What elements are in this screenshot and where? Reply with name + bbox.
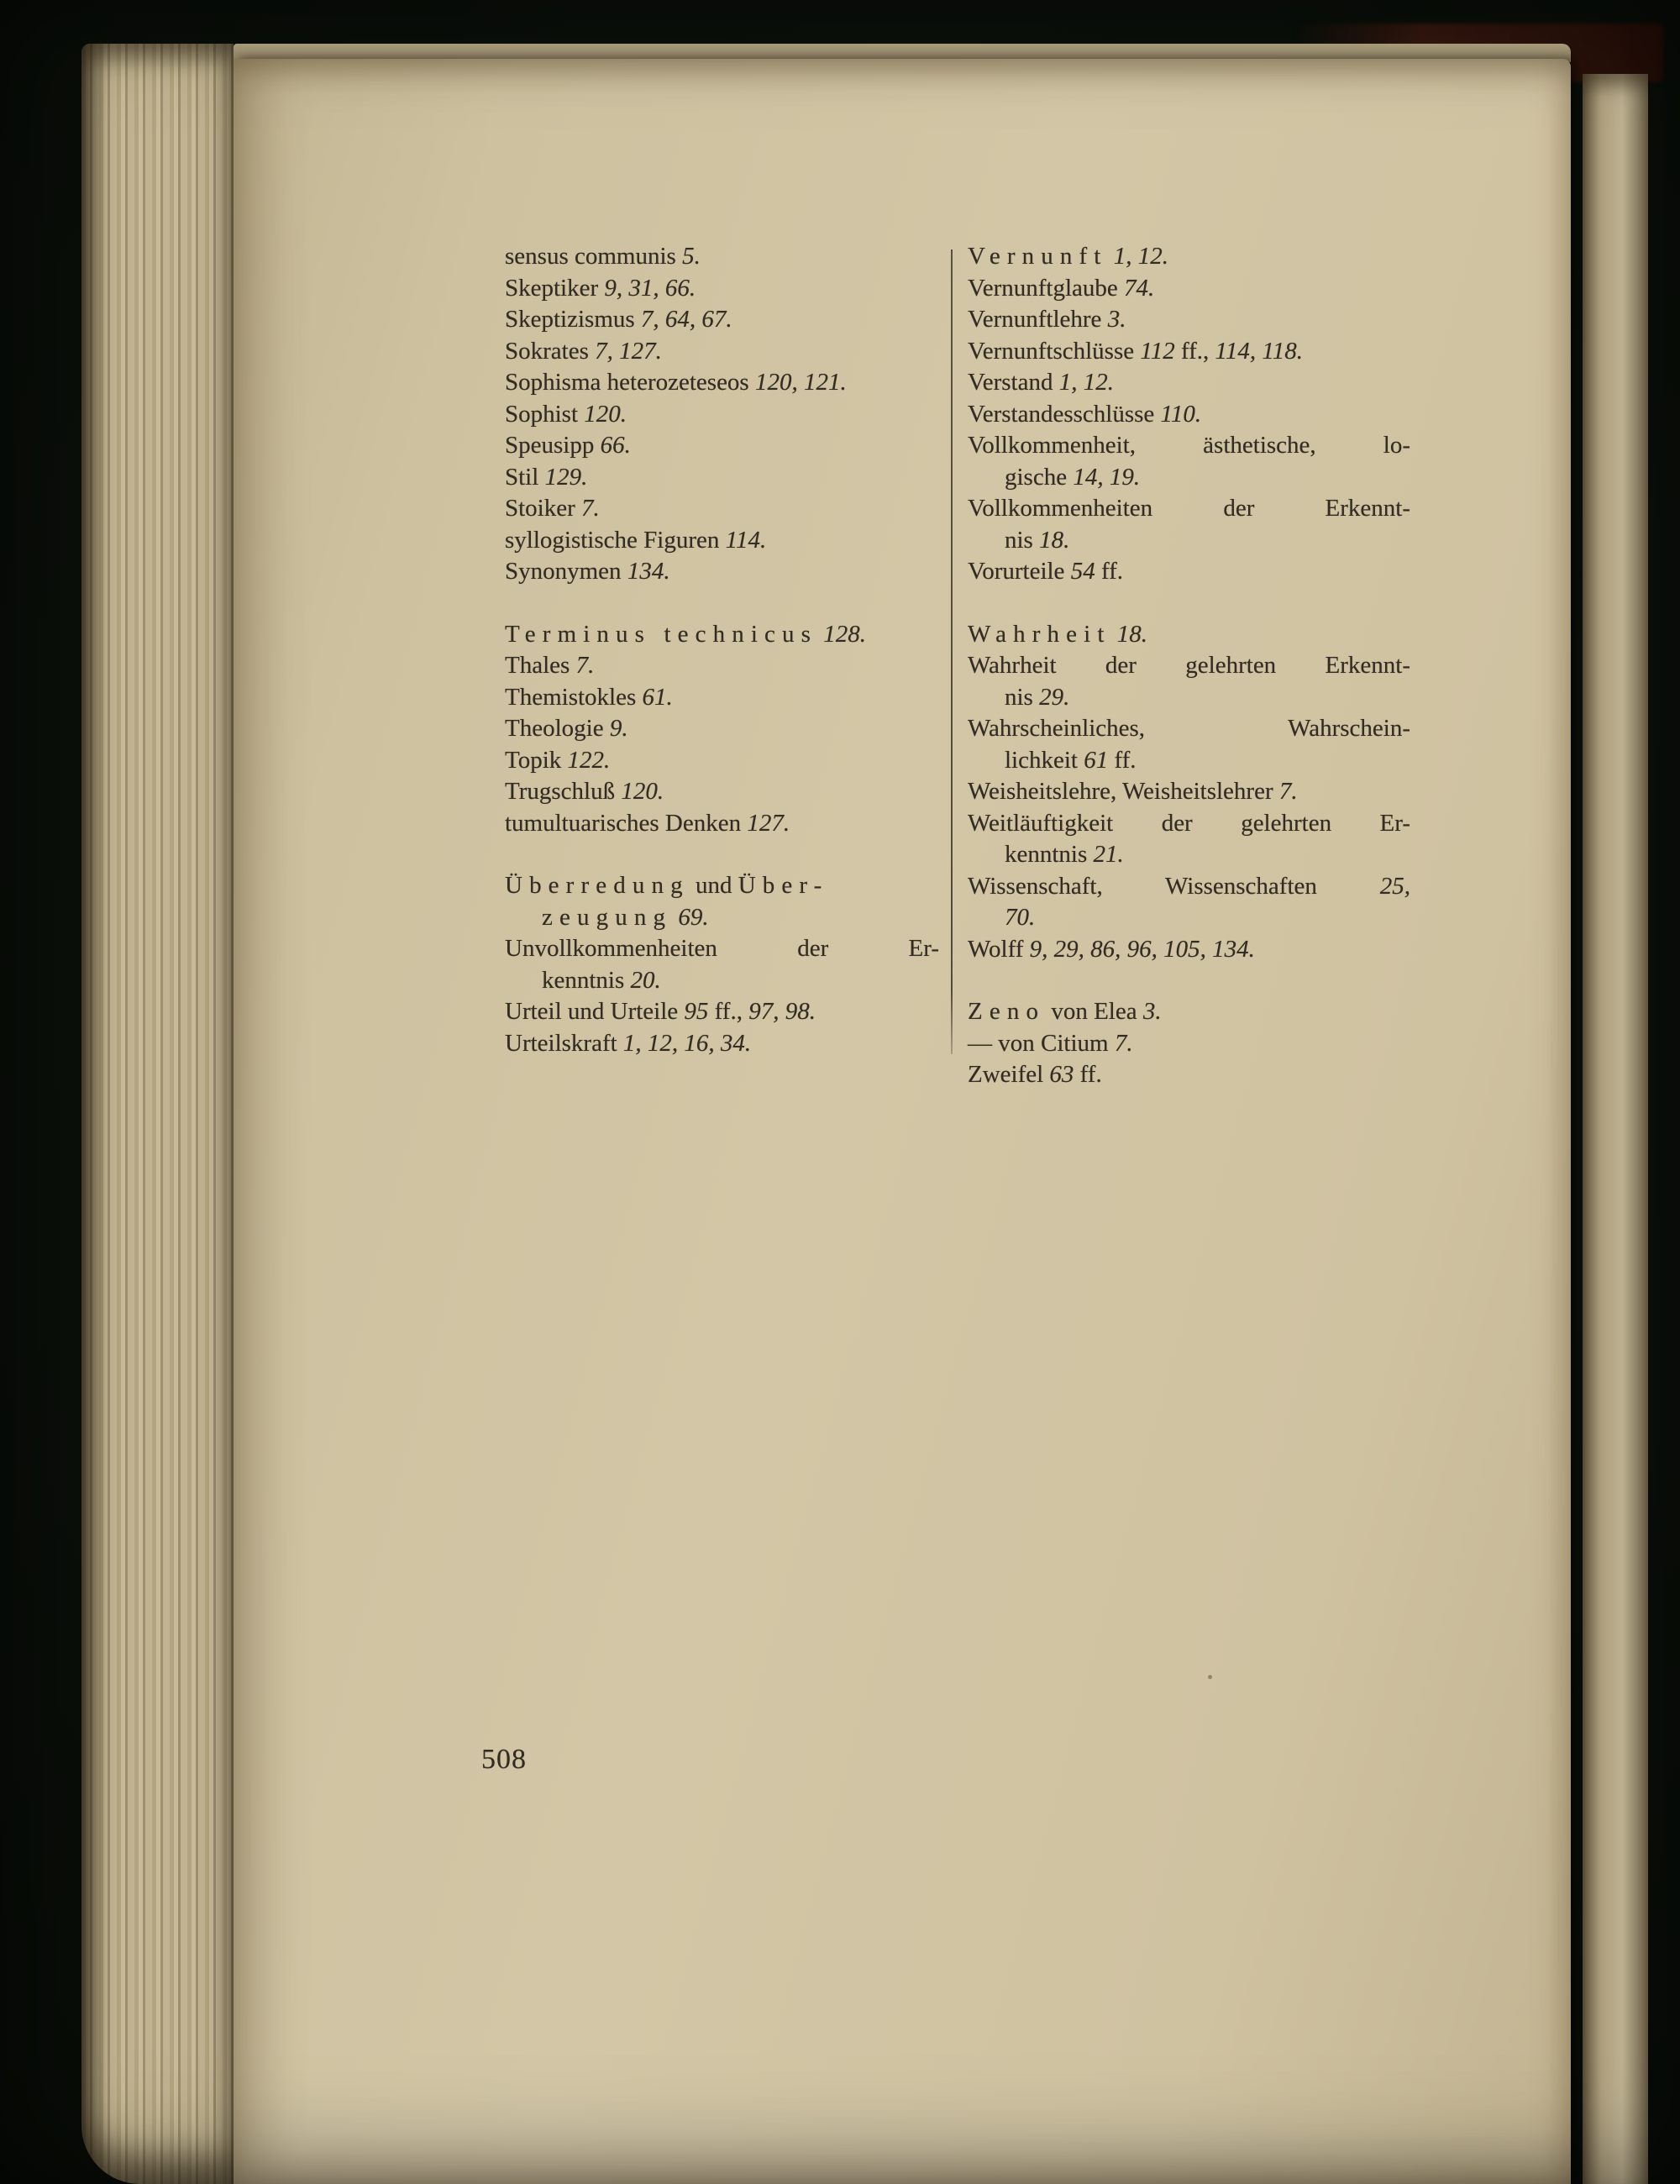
index-entry (505, 713, 939, 745)
index-entry (505, 776, 939, 808)
index-entry-line: Stoiker 7. (505, 495, 600, 522)
index-entry-line: Theologie 9. (505, 715, 628, 742)
index-entry-line: Wolff 9, 29, 86, 96, 105, 134. (968, 935, 1255, 963)
index-entry-line: Wahrheit 18. (968, 620, 1148, 648)
index-entry (505, 556, 939, 588)
index-entry-line: Weitläuftigkeit der gelehrten Er- (968, 809, 1410, 837)
index-entry-line: tumultuarisches Denken 127. (505, 809, 790, 837)
index-entry (968, 713, 1410, 776)
index-entry (505, 682, 939, 714)
page-number: 508 (481, 1744, 527, 1775)
index-entry-line: Sokrates 7, 127. (505, 337, 662, 365)
index-entry-line: Wahrscheinliches, Wahrschein- (968, 715, 1410, 742)
index-entry (968, 241, 1410, 273)
index-entry (505, 304, 939, 336)
index-entry-line: Vernunftschlüsse 112 ff., 114, 118. (968, 337, 1303, 365)
index-entry-line: Trugschluß 120. (505, 778, 664, 805)
index-entry (505, 996, 939, 1028)
index-entry-continuation-line: zeugung 69. (542, 903, 709, 931)
index-entry (968, 430, 1410, 493)
index-entry-line: Vernunft 1, 12. (968, 243, 1168, 270)
index-entry (968, 399, 1410, 431)
index-entry (505, 1028, 939, 1060)
index-entry-line: sensus communis 5. (505, 243, 701, 270)
index-entry-line: Thales 7. (505, 652, 595, 679)
index-entry (505, 430, 939, 462)
index-entry-continuation-line: nis 29. (1005, 683, 1070, 711)
index-entry (505, 399, 939, 431)
index-entry-line: Unvollkommenheiten der Er- (505, 935, 939, 962)
index-entry-line: Verstandesschlüsse 110. (968, 400, 1202, 428)
index-entry-line: Sophisma heterozeteseos 120, 121. (505, 369, 847, 396)
index-entry-line: Vernunftlehre 3. (968, 306, 1126, 333)
index-entry (505, 367, 939, 399)
index-entry-line: Urteil und Urteile 95 ff., 97, 98. (505, 998, 816, 1025)
index-entry (505, 650, 939, 682)
index-entry (968, 1028, 1410, 1060)
index-entry (505, 493, 939, 525)
index-entry (505, 273, 939, 305)
index-entry-continuation-line: gische 14, 19. (1005, 463, 1141, 491)
index-entry-line: — von Citium 7. (968, 1029, 1133, 1057)
index-entry (968, 1059, 1410, 1091)
index-entry-line: Verstand 1, 12. (968, 369, 1114, 396)
paper-speck (1208, 1675, 1212, 1679)
index-entry-line: Sophist 120. (505, 400, 627, 428)
adjacent-page-edge (1583, 74, 1648, 2184)
index-entry (968, 808, 1410, 871)
page-stack-left-edge (81, 44, 234, 2184)
index-entry-line: Skeptizismus 7, 64, 67. (505, 306, 732, 333)
index-entry (505, 745, 939, 777)
index-entry-line: Stil 129. (505, 463, 588, 491)
index-entry (505, 336, 939, 368)
index-column-left (505, 241, 939, 1059)
index-entry-line: Vollkommenheiten der Erkennt- (968, 495, 1410, 522)
index-entry-line: Weisheitslehre, Weisheitslehrer 7. (968, 778, 1298, 805)
index-entry-continuation-line: nis 18. (1005, 526, 1070, 554)
index-entry (968, 556, 1410, 588)
index-entry-line: Skeptiker 9, 31, 66. (505, 274, 696, 302)
index-entry (968, 650, 1410, 713)
index-entry (968, 304, 1410, 336)
index-entry-line: Vollkommenheit, ästhetische, lo- (968, 432, 1410, 459)
index-entry-line: Zweifel 63 ff. (968, 1061, 1102, 1088)
index-entry (968, 367, 1410, 399)
index-entry (968, 493, 1410, 556)
index-entry (968, 273, 1410, 305)
index-entry-continuation-line: 70. (1005, 904, 1036, 931)
index-entry-line: syllogistische Figuren 114. (505, 526, 767, 554)
index-entry (505, 619, 939, 651)
index-entry (505, 808, 939, 840)
index-entry-continuation-line: kenntnis 21. (1005, 841, 1124, 868)
index-entry-line: Terminus technicus 128. (505, 620, 867, 648)
index-entry-line: Synonymen 134. (505, 558, 670, 585)
index-entry (968, 776, 1410, 808)
index-entry-continuation-line: lichkeit 61 ff. (1005, 746, 1137, 774)
column-divider (951, 249, 953, 1054)
index-entry-continuation-line: kenntnis 20. (542, 966, 661, 994)
index-entry (505, 870, 939, 933)
index-entry-line: Speusipp 66. (505, 432, 631, 459)
index-entry (968, 871, 1410, 934)
index-entry (968, 336, 1410, 368)
index-entry-line: Vorurteile 54 ff. (968, 558, 1123, 585)
index-column-right (968, 241, 1410, 1091)
index-entry (505, 525, 939, 557)
index-entry (505, 933, 939, 996)
index-entry (505, 462, 939, 494)
index-entry (968, 996, 1410, 1028)
index-entry (505, 241, 939, 273)
index-entry-line: Wissenschaft, Wissenschaften 25, (968, 872, 1410, 900)
index-entry-line: Vernunftglaube 74. (968, 274, 1155, 302)
index-entry-line: Überredung und Über- (505, 872, 829, 899)
index-entry-line: Themistokles 61. (505, 683, 673, 711)
index-entry (968, 934, 1410, 966)
index-entry-line: Topik 122. (505, 746, 611, 774)
index-entry-line: Zeno von Elea 3. (968, 998, 1162, 1025)
index-entry-line: Wahrheit der gelehrten Erkennt- (968, 652, 1410, 679)
index-entry (968, 619, 1410, 651)
index-entry-line: Urteilskraft 1, 12, 16, 34. (505, 1029, 752, 1057)
